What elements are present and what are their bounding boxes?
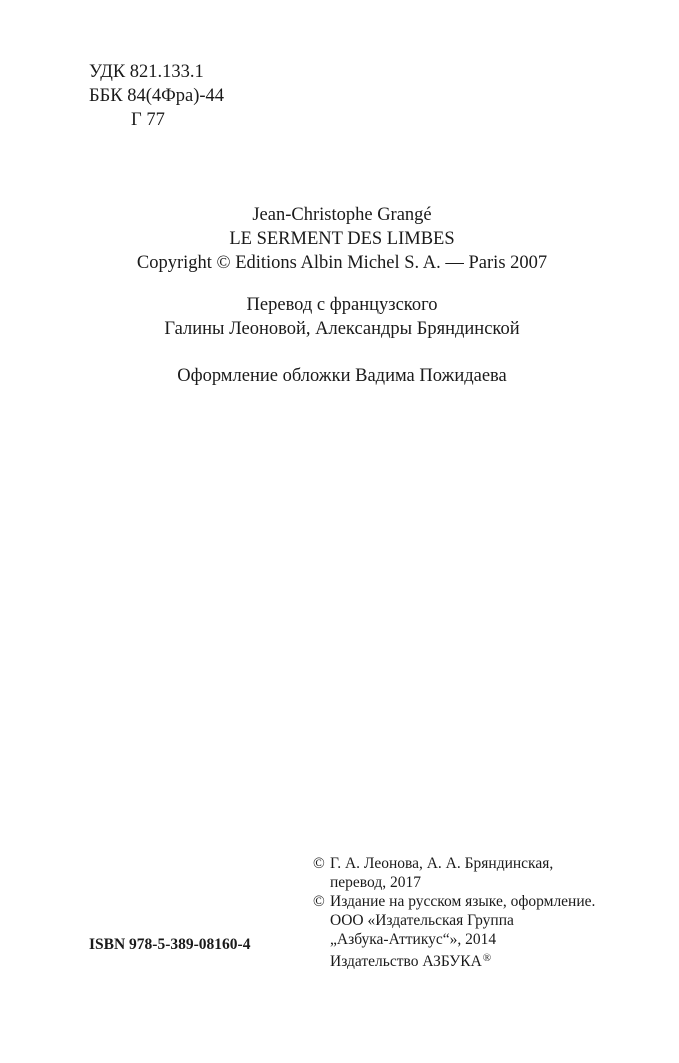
notice-line: „Азбука-Аттикус“», 2014	[330, 931, 497, 948]
translation-line-1: Перевод с французского	[246, 295, 438, 315]
translation-copyright-notice	[313, 854, 595, 892]
original-author: Jean-Christophe Grangé	[252, 205, 432, 225]
registered-trademark-symbol: ®	[482, 952, 492, 964]
cover-design-credit	[0, 364, 679, 388]
original-edition-info	[0, 203, 679, 275]
copyright-symbol: ©	[313, 855, 325, 872]
original-title: LE SERMENT DES LIMBES	[229, 229, 455, 249]
notice-line: ООО «Издательская Группа	[330, 912, 514, 929]
translation-credit	[0, 293, 679, 341]
bbk-code: ББК 84(4Фра)-44	[89, 86, 225, 106]
original-copyright: Copyright © Editions Albin Michel S. A. — Paris 2007	[136, 253, 548, 273]
publisher-name: Издательство АЗБУКА	[330, 953, 482, 970]
notice-line: Г. А. Леонова, А. А. Бряндинская,	[330, 855, 554, 872]
cover-designer: Оформление обложки Вадима Пожидаева	[177, 366, 507, 386]
publisher-line	[330, 949, 595, 971]
author-mark: Г 77	[131, 110, 165, 130]
copyright-notices	[313, 854, 595, 971]
notice-line: Издание на русском языке, оформление.	[330, 893, 596, 910]
copyright-symbol: ©	[313, 893, 325, 910]
isbn: ISBN 978-5-389-08160-4	[89, 936, 251, 953]
translators: Галины Леоновой, Александры Бряндинской	[164, 319, 520, 339]
udk-code: УДК 821.133.1	[89, 62, 204, 82]
edition-copyright-notice	[313, 892, 595, 971]
notice-line: перевод, 2017	[330, 874, 421, 891]
classification-codes	[89, 60, 224, 132]
